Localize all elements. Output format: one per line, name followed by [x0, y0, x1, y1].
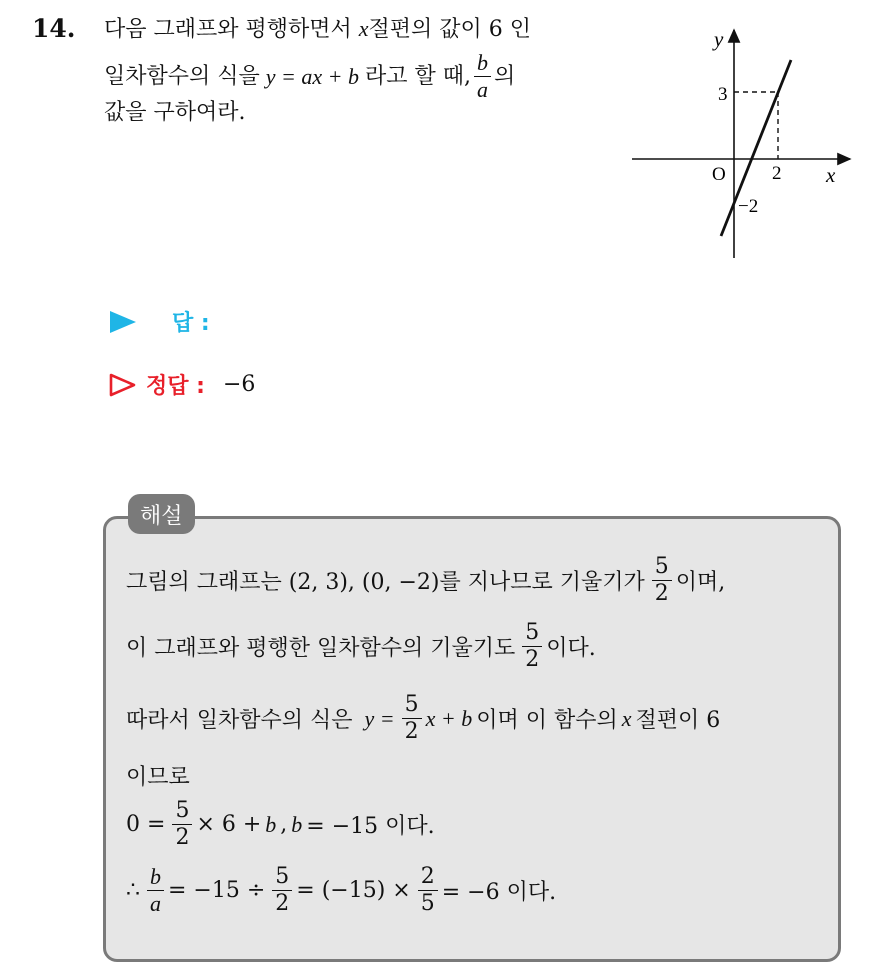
- explanation-text: 이며 이 함수의: [476, 708, 618, 733]
- fraction-numerator: 5: [522, 622, 542, 647]
- math-variable: b: [265, 811, 277, 837]
- question-line-3: 값을 구하여라.: [104, 100, 246, 125]
- equation: y = ax + b: [265, 63, 359, 89]
- math-expression: y =: [364, 705, 395, 731]
- explanation-line-4: 이므로: [126, 765, 190, 790]
- math-variable: x: [358, 16, 369, 41]
- question-text: 절편의 값이 6 인: [368, 17, 532, 42]
- fraction-five-halves: [522, 622, 542, 671]
- math-expression: = −15 ÷: [168, 878, 266, 903]
- question-text: 일차함수의 식을: [104, 63, 260, 89]
- math-expression: ,: [280, 812, 288, 837]
- tick-label-x2: 2: [772, 163, 782, 184]
- question-text: 의: [494, 63, 516, 89]
- fraction-two-fifths: [418, 866, 438, 915]
- fraction-denominator: 2: [275, 891, 290, 916]
- explanation-text: 절편이 6: [635, 708, 721, 733]
- fraction-numerator: 5: [402, 694, 422, 719]
- x-axis-label: x: [826, 163, 836, 187]
- fraction-denominator: 2: [175, 825, 190, 850]
- fraction-denominator: 2: [654, 581, 669, 606]
- line-graph: [626, 24, 856, 264]
- fraction-b-over-a: [474, 52, 491, 101]
- question-text: 다음 그래프와 평행하면서: [104, 17, 352, 42]
- outline-play-icon: [108, 372, 138, 398]
- fraction-numerator: b: [474, 52, 491, 77]
- fraction-five-halves: [652, 556, 672, 605]
- explanation-text: 이 그래프와 평행한 일차함수의 기울기도: [126, 636, 516, 661]
- fraction-numerator: 5: [652, 556, 672, 581]
- answer-blank-row: [108, 306, 210, 337]
- fraction-denominator: 2: [404, 719, 419, 744]
- math-variable: x: [621, 705, 632, 731]
- explanation-line-3: [126, 694, 724, 743]
- fraction-denominator: 2: [525, 647, 540, 672]
- math-expression: = −6 이다.: [441, 880, 557, 905]
- answer-label: 답 :: [172, 311, 210, 336]
- question-line-1: [104, 18, 531, 41]
- question-number: 14.: [32, 14, 76, 43]
- fraction-five-halves: [402, 694, 422, 743]
- fraction-denominator: a: [477, 77, 488, 102]
- explanation-line-2: [126, 622, 600, 671]
- tick-label-y-minus2: −2: [738, 196, 759, 217]
- math-expression: = (−15) ×: [296, 878, 411, 903]
- explanation-text: 따라서 일차함수의 식은: [126, 708, 353, 733]
- math-expression: = −15 이다.: [306, 814, 435, 839]
- math-expression: × 6 +: [196, 812, 262, 837]
- fraction-five-halves: [172, 800, 192, 849]
- therefore-symbol: ∴: [126, 878, 140, 903]
- y-axis-label: y: [714, 27, 724, 51]
- explanation-line-5: [126, 800, 439, 849]
- fraction-five-halves: [272, 866, 292, 915]
- explanation-line-1: [126, 556, 729, 605]
- fraction-denominator: a: [150, 891, 161, 916]
- question-line-2: [104, 52, 515, 101]
- fraction-numerator: b: [147, 866, 164, 891]
- explanation-text: 이다.: [546, 636, 596, 661]
- origin-label: O: [712, 164, 726, 185]
- question-text: 라고 할 때,: [365, 63, 471, 89]
- math-expression: x + b: [425, 705, 473, 731]
- fraction-numerator: 5: [272, 866, 292, 891]
- correct-answer-label: 정답 :: [146, 374, 205, 399]
- math-expression: 0 =: [126, 812, 166, 837]
- explanation-tag: 해설: [128, 494, 195, 534]
- correct-answer-value: −6: [222, 372, 256, 397]
- explanation-text: 이며,: [675, 570, 726, 595]
- explanation-line-6: [126, 866, 560, 915]
- math-variable: b: [291, 811, 303, 837]
- fraction-b-over-a: [147, 866, 164, 915]
- correct-answer-row: [108, 369, 255, 400]
- fraction-denominator: 5: [420, 891, 435, 916]
- fraction-numerator: 5: [172, 800, 192, 825]
- filled-play-icon: [108, 309, 138, 335]
- explanation-text: 그림의 그래프는 (2, 3), (0, −2)를 지나므로 기울기가: [126, 570, 645, 595]
- fraction-numerator: 2: [418, 866, 438, 891]
- tick-label-y3: 3: [718, 84, 728, 105]
